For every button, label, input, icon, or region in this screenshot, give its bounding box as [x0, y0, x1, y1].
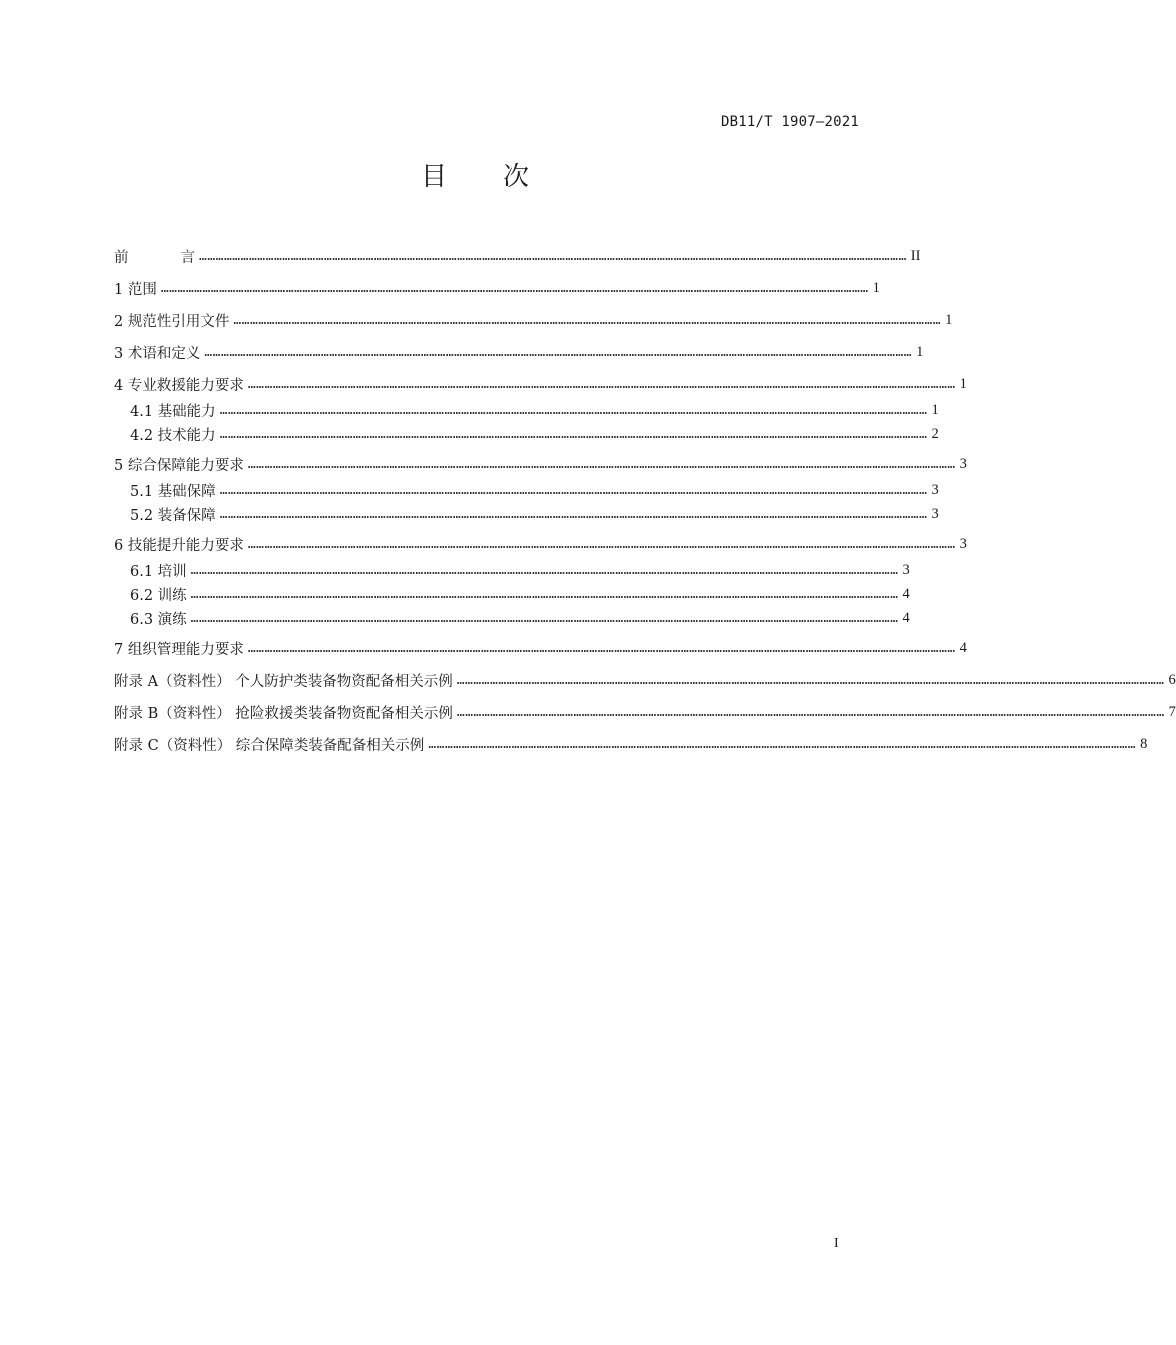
- toc-leader-dots: …………………………………………………………………………………………………………………………………………………………………………………………………………………………………: [160, 280, 869, 296]
- toc-page-number: II: [910, 247, 921, 264]
- page-title: [0, 156, 950, 193]
- toc-label: 5.1 基础保障: [130, 483, 216, 500]
- toc-page-number: 3: [959, 455, 967, 472]
- toc-label: 附录 C（资料性） 综合保障类装备配备相关示例: [114, 737, 425, 754]
- toc-page-number: 1: [916, 343, 924, 360]
- title-char-2: 次: [503, 162, 530, 192]
- toc-leader-dots: …………………………………………………………………………………………………………………………………………………………………………………………………………………………………: [233, 312, 942, 328]
- toc-leader-dots: …………………………………………………………………………………………………………………………………………………………………………………………………………………………………: [190, 586, 899, 602]
- toc-leader-dots: …………………………………………………………………………………………………………………………………………………………………………………………………………………………………: [219, 402, 928, 418]
- toc-label: 2 规范性引用文件: [114, 313, 230, 330]
- toc-page-number: 1: [945, 311, 953, 328]
- toc-entry[interactable]: [114, 636, 967, 660]
- toc-label: 5.2 装备保障: [130, 507, 216, 524]
- toc-page-number: 7: [1168, 703, 1176, 720]
- toc-entry[interactable]: [114, 308, 953, 332]
- toc-subentry[interactable]: [114, 422, 939, 446]
- toc-label: 7 组织管理能力要求: [114, 641, 244, 658]
- toc-leader-dots: …………………………………………………………………………………………………………………………………………………………………………………………………………………………………: [190, 562, 899, 578]
- toc-label: 6.3 演练: [130, 611, 187, 628]
- toc-subentry[interactable]: [114, 502, 939, 526]
- toc-label: 6.2 训练: [130, 587, 187, 604]
- toc-page-number: 4: [959, 639, 967, 656]
- toc-subentry[interactable]: [114, 606, 910, 630]
- toc-leader-dots: …………………………………………………………………………………………………………………………………………………………………………………………………………………………………: [247, 376, 956, 392]
- toc-label: 3 术语和定义: [114, 345, 201, 362]
- toc-label: 6.1 培训: [130, 563, 187, 580]
- toc-entry-appendix-a[interactable]: [114, 668, 1176, 692]
- toc-page-number: 6: [1168, 671, 1176, 688]
- toc-subentry[interactable]: [114, 478, 939, 502]
- toc-leader-dots: …………………………………………………………………………………………………………………………………………………………………………………………………………………………………: [456, 672, 1165, 688]
- toc-entry-appendix-c[interactable]: [114, 732, 1148, 756]
- toc-page-number: 4: [902, 609, 910, 626]
- toc-page-number: 3: [931, 481, 939, 498]
- document-code: DB11/T 1907—2021: [720, 114, 859, 130]
- toc-subentry[interactable]: [114, 582, 910, 606]
- toc-page-number: 1: [931, 401, 939, 418]
- toc-label: 4.2 技术能力: [130, 427, 216, 444]
- toc-page-number: 1: [959, 375, 967, 392]
- toc-leader-dots: …………………………………………………………………………………………………………………………………………………………………………………………………………………………………: [190, 610, 899, 626]
- toc-leader-dots: …………………………………………………………………………………………………………………………………………………………………………………………………………………………………: [456, 704, 1165, 720]
- toc-page-number: 2: [931, 425, 939, 442]
- toc-entry[interactable]: [114, 340, 924, 364]
- toc-leader-dots: …………………………………………………………………………………………………………………………………………………………………………………………………………………………………: [247, 456, 956, 472]
- toc-entry-appendix-b[interactable]: [114, 700, 1176, 724]
- toc-label: 4 专业救援能力要求: [114, 377, 244, 394]
- toc-label: 6 技能提升能力要求: [114, 537, 244, 554]
- toc-leader-dots: …………………………………………………………………………………………………………………………………………………………………………………………………………………………………: [219, 506, 928, 522]
- toc-label: 1 范围: [114, 281, 157, 298]
- toc-leader-dots: …………………………………………………………………………………………………………………………………………………………………………………………………………………………………: [247, 536, 956, 552]
- toc-entry[interactable]: [114, 452, 967, 476]
- page-number: I: [834, 1236, 839, 1251]
- toc-subentry[interactable]: [114, 398, 939, 422]
- toc-page-number: 4: [902, 585, 910, 602]
- toc-label: 4.1 基础能力: [130, 403, 216, 420]
- toc-label: 附录 B（资料性） 抢险救援类装备物资配备相关示例: [114, 705, 453, 722]
- toc-entry-preface[interactable]: [114, 244, 921, 268]
- toc-leader-dots: …………………………………………………………………………………………………………………………………………………………………………………………………………………………………: [428, 736, 1137, 752]
- toc-entry[interactable]: [114, 372, 967, 396]
- toc-subentry[interactable]: [114, 558, 910, 582]
- toc-label: 5 综合保障能力要求: [114, 457, 244, 474]
- toc-leader-dots: …………………………………………………………………………………………………………………………………………………………………………………………………………………………………: [204, 344, 913, 360]
- toc-leader-dots: …………………………………………………………………………………………………………………………………………………………………………………………………………………………………: [219, 426, 928, 442]
- toc-label: 附录 A（资料性） 个人防护类装备物资配备相关示例: [114, 673, 453, 690]
- toc-entry[interactable]: [114, 532, 967, 556]
- toc-page-number: 3: [902, 561, 910, 578]
- toc-page-number: 8: [1140, 735, 1148, 752]
- toc-page-number: 3: [931, 505, 939, 522]
- toc-entry[interactable]: [114, 276, 880, 300]
- toc-label: 前 言: [114, 249, 195, 266]
- toc-page-number: 1: [872, 279, 880, 296]
- toc-leader-dots: …………………………………………………………………………………………………………………………………………………………………………………………………………………………………: [247, 640, 956, 656]
- title-char-1: 目: [420, 162, 447, 192]
- toc-leader-dots: …………………………………………………………………………………………………………………………………………………………………………………………………………………………………: [199, 248, 907, 264]
- toc-leader-dots: …………………………………………………………………………………………………………………………………………………………………………………………………………………………………: [219, 482, 928, 498]
- toc-page-number: 3: [959, 535, 967, 552]
